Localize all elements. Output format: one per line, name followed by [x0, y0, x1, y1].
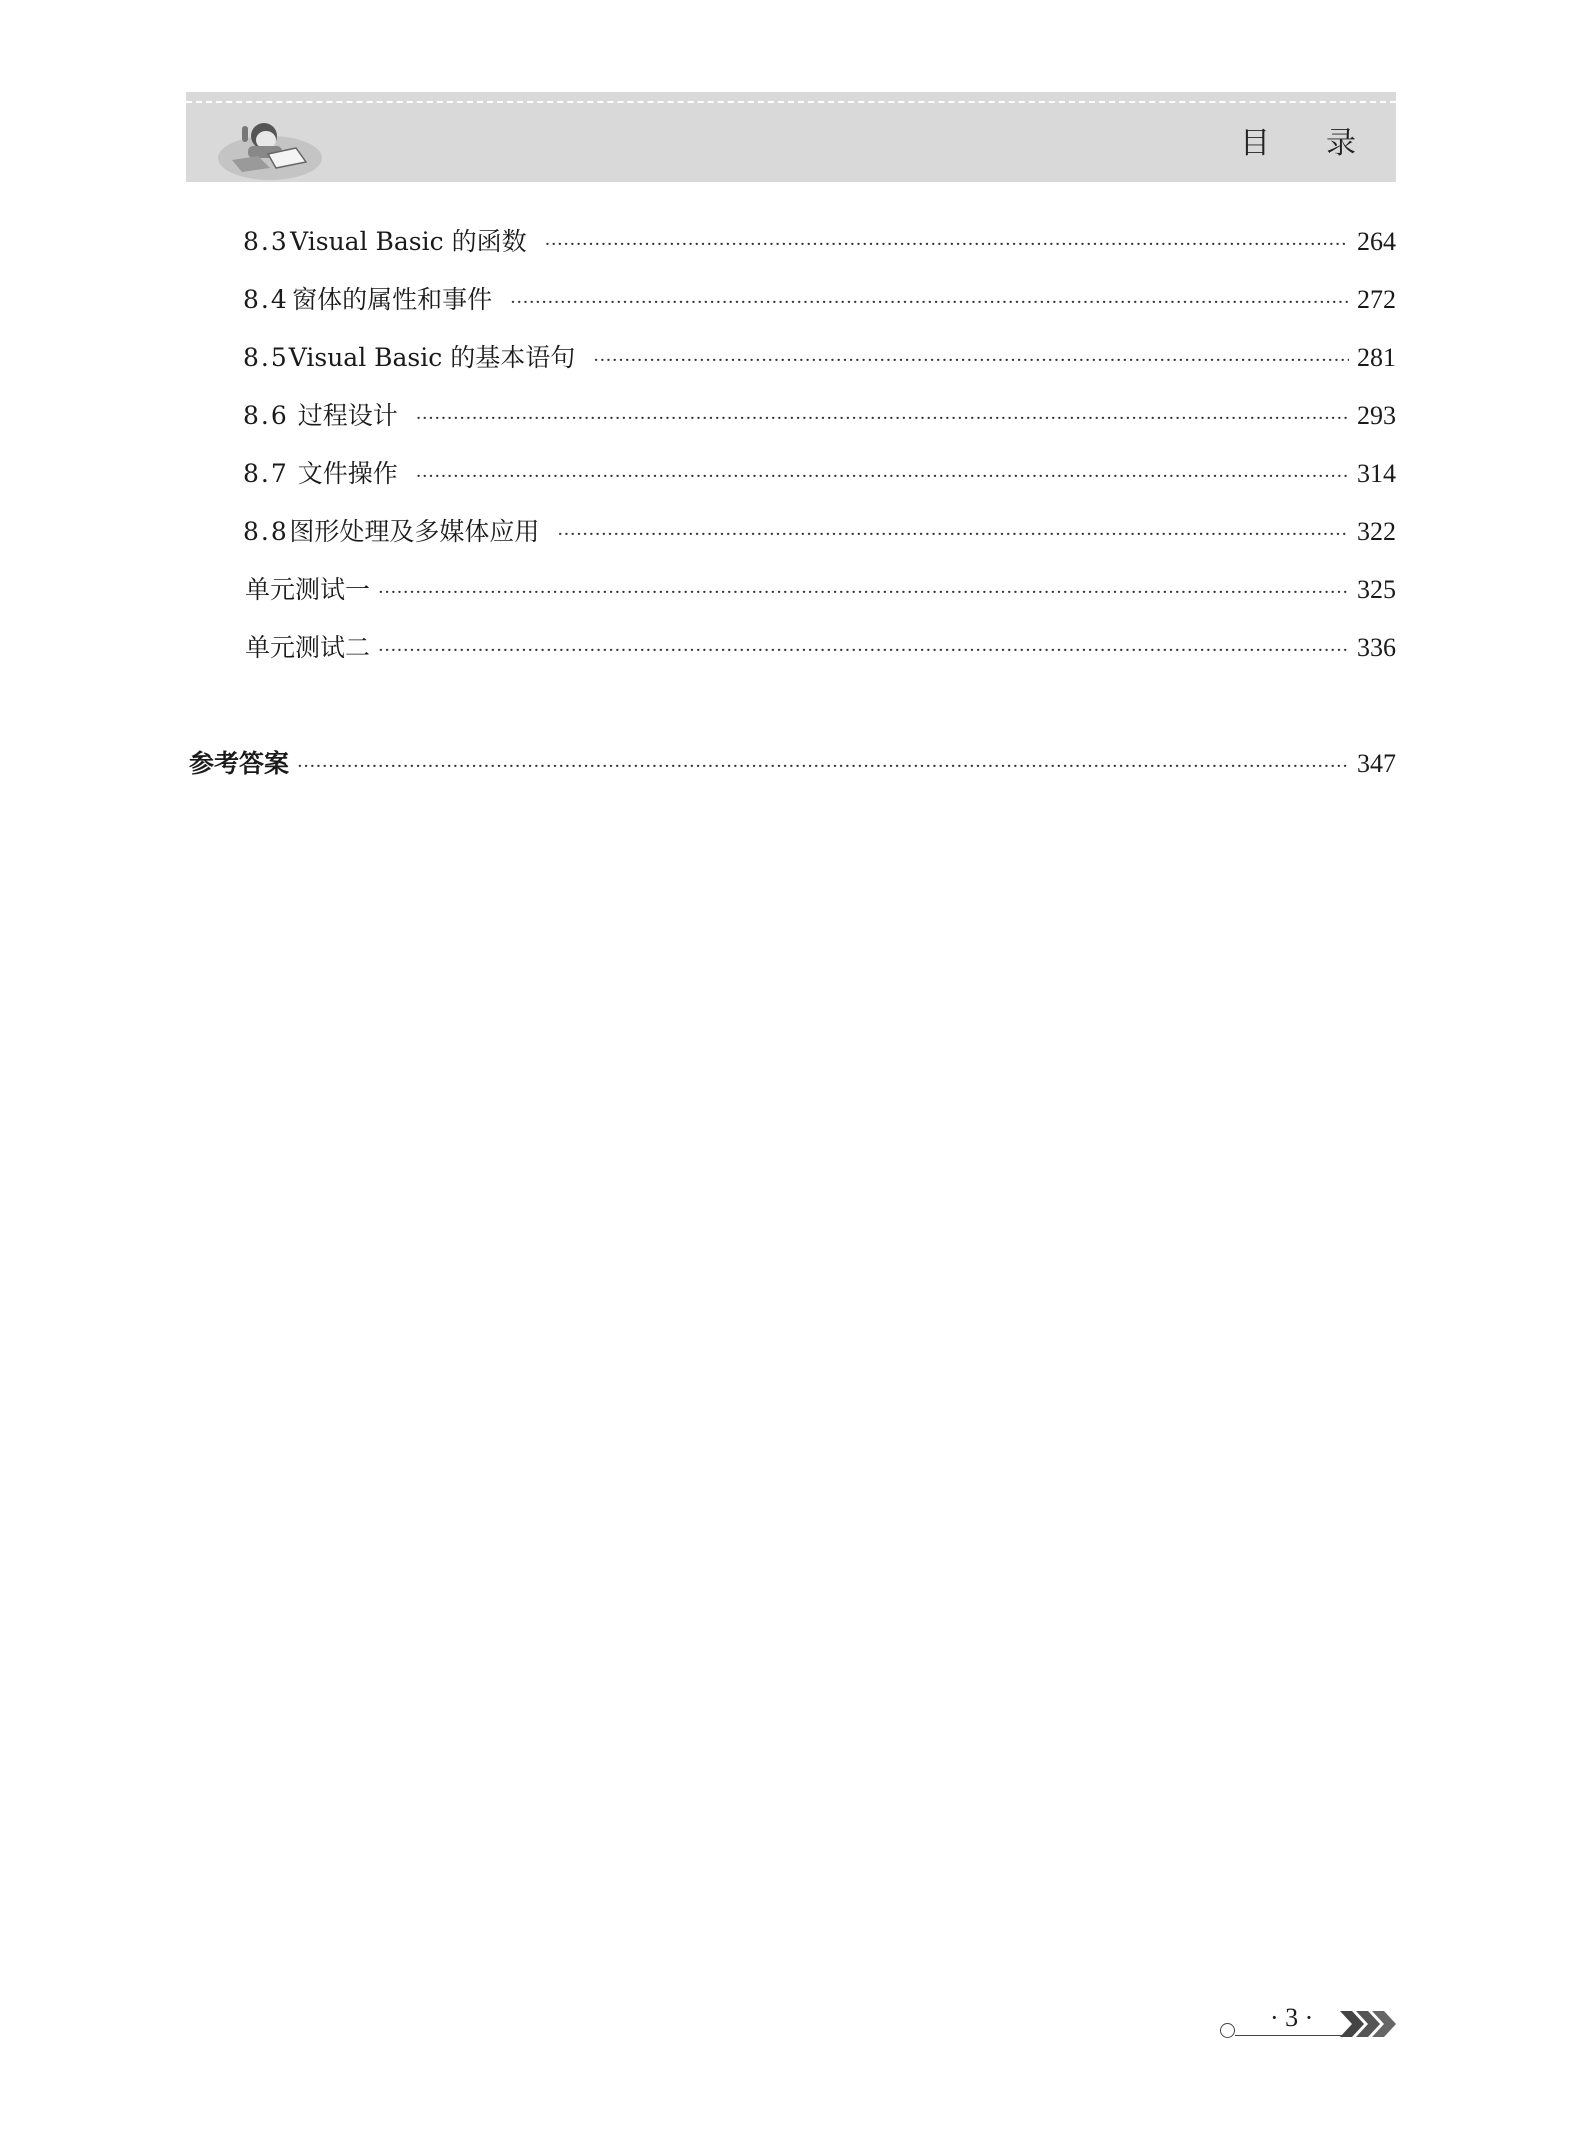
toc-page-number: 293: [1357, 401, 1396, 430]
toc-section-title: Visual Basic 的函数: [290, 227, 527, 256]
toc-page-number: 347: [1357, 749, 1396, 778]
footer-rule: [1235, 2035, 1345, 2036]
toc-entry[interactable]: [0, 454, 1585, 494]
toc-leader-dots: [510, 280, 1349, 323]
toc-page-number: 336: [1357, 633, 1396, 662]
toc-section-title: 图形处理及多媒体应用: [289, 517, 540, 546]
toc-entry[interactable]: [0, 512, 1585, 552]
toc-section-number: 8.4: [243, 285, 289, 314]
footer-page-number: · 3 ·: [1270, 2003, 1314, 2032]
toc-page-number: 322: [1357, 517, 1396, 546]
toc-section-title: 窗体的属性和事件: [292, 285, 493, 314]
toc-leader-dots: [593, 338, 1349, 381]
toc-entry-answers[interactable]: [0, 744, 1585, 784]
toc-page-number: 272: [1357, 285, 1396, 314]
toc-leader-dots: [557, 512, 1349, 555]
toc-section-title: 单元测试一: [245, 575, 371, 604]
toc-page-number: 264: [1357, 227, 1396, 256]
toc-leader-dots: [416, 454, 1349, 497]
toc-section-number: 8.8: [243, 517, 289, 546]
toc-leader-dots: [545, 222, 1349, 265]
toc-entry[interactable]: [0, 338, 1585, 378]
toc-page-number: 325: [1357, 575, 1396, 604]
toc-entry[interactable]: [0, 628, 1585, 668]
toc-page-number: 314: [1357, 459, 1396, 488]
toc-section-number: 8.5: [243, 343, 289, 372]
toc-section-title: 过程设计: [297, 401, 398, 430]
toc-leader-dots: [378, 570, 1349, 613]
toc-answers-title: 参考答案: [189, 749, 290, 778]
toc-entry[interactable]: [0, 570, 1585, 610]
toc-section-number: 8.6: [243, 401, 289, 430]
toc-section-title: 单元测试二: [245, 633, 371, 662]
toc-leader-dots: [297, 744, 1349, 787]
reading-child-icon: [206, 102, 322, 182]
toc-leader-dots: [378, 628, 1349, 671]
page-header: [186, 92, 1412, 182]
toc-section-title: 文件操作: [297, 459, 398, 488]
header-title: 目录: [1240, 126, 1412, 161]
circle-icon: [1220, 2023, 1235, 2038]
toc-leader-dots: [416, 396, 1349, 439]
toc-section-number: 8.7: [243, 459, 289, 488]
toc-entry[interactable]: [0, 396, 1585, 436]
toc-section-title: Visual Basic 的基本语句: [288, 343, 576, 372]
toc-page-number: 281: [1357, 343, 1396, 372]
page-footer: [1220, 2003, 1400, 2043]
toc-entry[interactable]: [0, 280, 1585, 320]
chevrons-right-icon: [1338, 2007, 1398, 2041]
header-dashed-divider: [186, 101, 1396, 103]
toc-entry[interactable]: [0, 222, 1585, 262]
toc-section-number: 8.3: [243, 227, 289, 256]
